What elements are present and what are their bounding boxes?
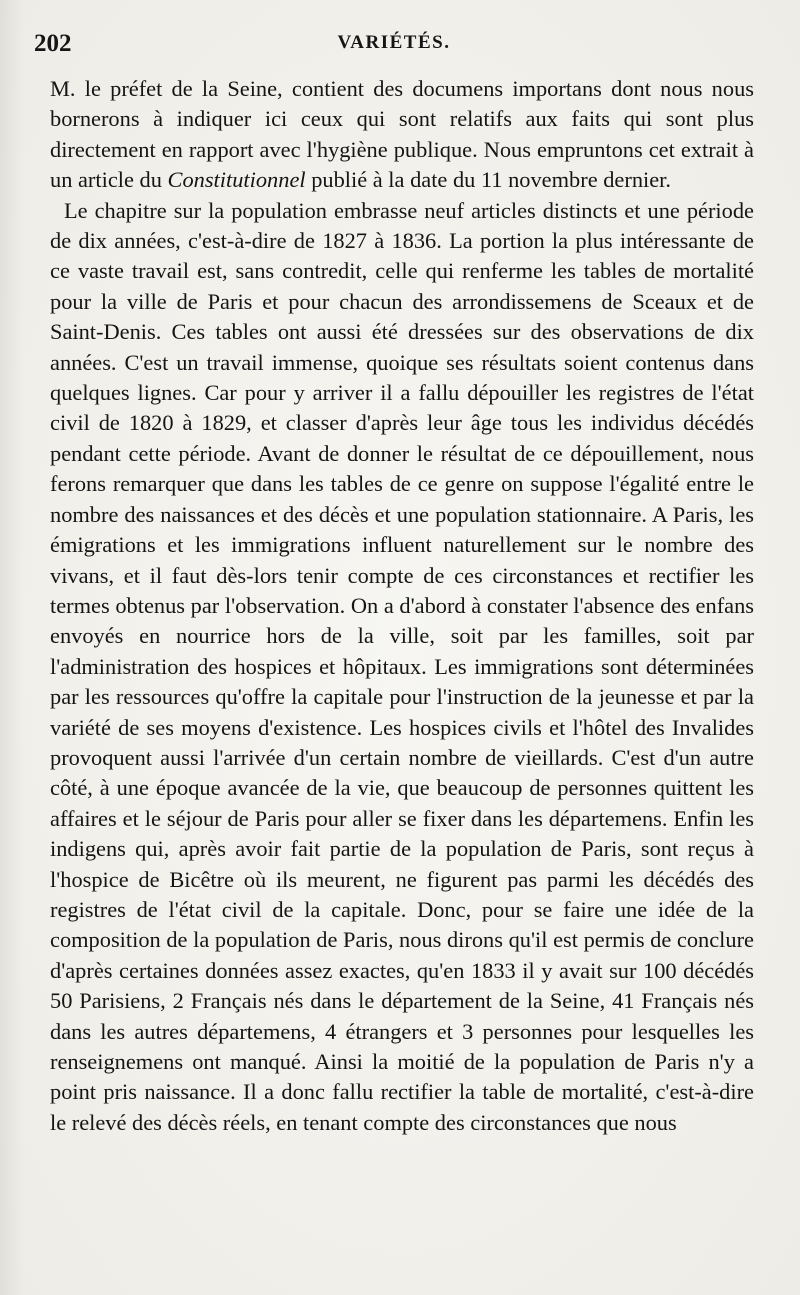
- paragraph-text: publié à la date du 11 novembre dernier.: [305, 167, 671, 193]
- page-header: [34, 30, 754, 64]
- running-head: VARIÉTÉS.: [337, 32, 451, 53]
- paragraph-population-chapter: Le chapitre sur la population embrasse neuf articles distincts et une période de dix années, c'est-à-dire de 1827 à 1836. La portion la plus intéressante de ce vaste travail est, sans contredit, celle qui renferme les tables de mortalité pour la ville de Paris et pour chacun des arrondissemens de Sceaux et de Saint-Denis. Ces tables ont aussi été dressées sur des observations de dix années. C'est un travail immense, quoique ses résultats soient contenus dans quelques lignes. Car pour y arriver il a fallu dépouiller les registres de l'état civil de 1820 à 1829, et classer d'après leur âge tous les individus décédés pendant cette période. Avant de donner le résultat de ce dépouillement, nous ferons remarquer que dans les tables de ce genre on suppose l'égalité entre le nombre des naissances et des décès et une population stationnaire. A Paris, les émigrations et les immigrations influent naturellement sur le nombre des vivans, et il faut dès-lors tenir compte de ces circonstances et rectifier les termes obtenus par l'observation. On a d'abord à constater l'absence des enfans envoyés en nourrice hors de la ville, soit par les familles, soit par l'administration des hospices et hôpitaux. Les immigrations sont déterminées par les ressources qu'offre la capitale pour l'instruction de la jeunesse et par la variété de ses moyens d'existence. Les hospices civils et l'hôtel des Invalides provoquent aussi l'arrivée d'un certain nombre de vieillards. C'est d'un autre côté, à une époque avancée de la vie, que beaucoup de personnes quittent les affaires et le séjour de Paris pour aller se fixer dans les départemens. Enfin les indigens qui, après avoir fait partie de la population de Paris, sont reçus à l'hospice de Bicêtre où ils meurent, ne figurent pas parmi les décédés des registres de l'état civil de la capitale. Donc, pour se faire une idée de la composition de la population de Paris, nous dirons qu'il est permis de conclure d'après certaines données assez exactes, qu'en 1833 il y avait sur 100 décédés 50 Parisiens, 2 Français nés dans le département de la Seine, 41 Français nés dans les autres départemens, 4 étrangers et 3 personnes pour lesquelles les renseignemens ont manqué. Ainsi la moitié de la population de Paris n'y a point pris naissance. Il a donc fallu rectifier la table de mortalité, c'est-à-dire le relevé des décès réels, en tenant compte des circonstances que nous: [50, 197, 754, 1135]
- body-text: [50, 74, 754, 1138]
- newspaper-title: Constitutionnel: [167, 167, 306, 193]
- paragraph-continuation: [50, 74, 754, 196]
- page-number: 202: [34, 30, 72, 57]
- paragraph-text: M. le préfet de la Seine, contient des documens importans dont nous nous bornerons à indiquer ici ceux qui sont relatifs aux faits qui sont plus directement en rapport avec l'hygiène publique. Nous empruntons cet extrait à un article du: [50, 76, 754, 193]
